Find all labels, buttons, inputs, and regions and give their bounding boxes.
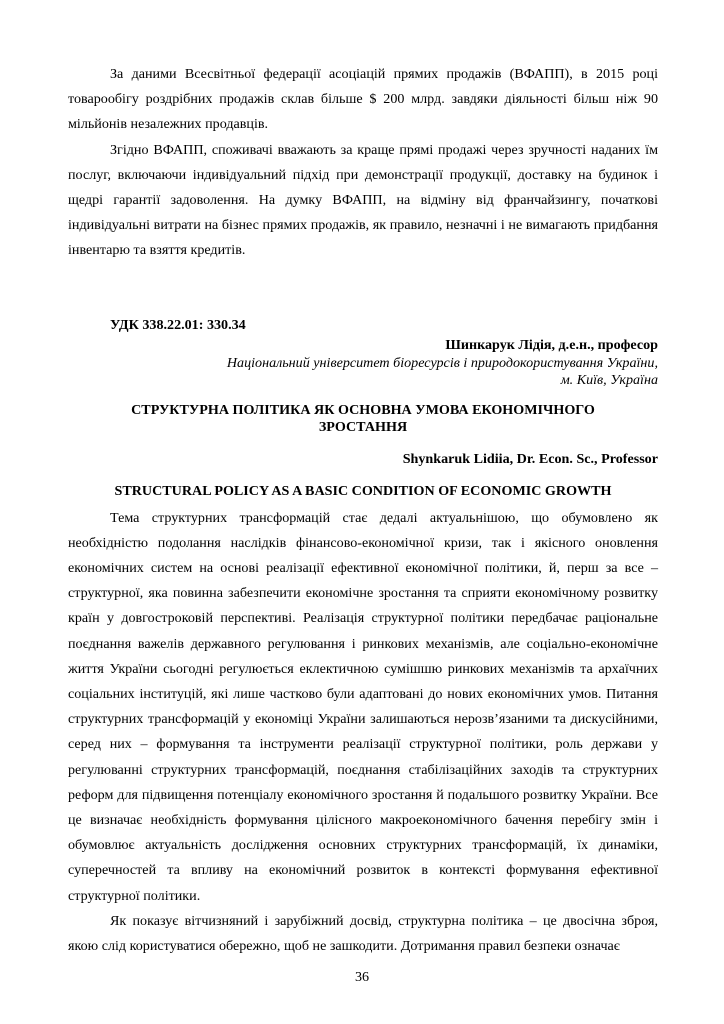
article-title-ua-line-1: СТРУКТУРНА ПОЛІТИКА ЯК ОСНОВНА УМОВА ЕКОНОМІЧНОГО [131,401,595,418]
affiliation-line-2: м. Київ, Україна [560,371,658,388]
author-en: Shynkaruk Lidiia, Dr. Econ. Sc., Professor [402,450,658,467]
article-title-ua-line-2: ЗРОСТАННЯ [318,418,408,435]
intro-paragraph-2: Згідно ВФАПП, споживачі вважають за краще прямі продажі через зручності наданих їм послуг, включаючи індивідуальний підхід при демонстрації продукції, доставку на будинок і щедрі гарантії задоволення. На думку ВФАПП, на відміну від франчайзингу, початкові індивідуальні витрати на бізнес прямих продажів, як правило, незначні і не вимагають придбання інвентарю та взяття кредитів. [68,141,658,259]
udk-code: УДК 338.22.01: 330.34 [110,316,246,333]
affiliation-line-1: Національний університет біоресурсів і природокористування України, [226,354,658,371]
article-title-ua [68,402,658,436]
page-number: 36 [354,969,370,985]
intro-paragraph-1: За даними Всесвітньої федерації асоціацій прямих продажів (ВФАПП), в 2015 році товарообігу роздрібних продажів склав більше $ 200 млрд. завдяки діяльності більш ніж 90 мільйонів незалежних продавців. [68,66,658,133]
document-page [68,62,658,959]
body-paragraph-2: Як показує вітчизняний і зарубіжний досвід, структурна політика – це двосічна зброя, якою слід користуватися обережно, щоб не зашкодити. Дотримання правил безпеки означає [68,912,658,955]
author-ua: Шинкарук Лідія, д.е.н., професор [445,336,658,353]
article-title-en: STRUCTURAL POLICY AS A BASIC CONDITION OF ECONOMIC GROWTH [114,482,612,499]
body-paragraph-1: Тема структурних трансформацій стає дедалі актуальнішою, що обумовлено як необхідністю подолання наслідків фінансово-економічної кризи, так і якісного оновлення економічних систем на основі реалізації ефективної економічної політики, й, перш за все – структурної, яка повинна забезпечити економічне зростання та сприяти економічному розвитку країн у довгостроковій перспективі. Реалізація структурної політики передбачає раціональне поєднання важелів державного регулювання і ринкових механізмів, але соціально-економічне життя України сьогодні регулюється еклектичною сумішшю ринкових механізмів та архаїчних соціальних інституцій, які лише частково були адаптовані до нових економічних умов. Питання структурних трансформацій у економіці України залишаються нерозв’язаними та дискусійними, серед них – формування та інструменти реалізації структурної політики, роль держави у регулюванні структурних трансформацій, поєднання стабілізаційних заходів та структурних реформ для підвищення потенціалу економічного зростання й подальшого розвитку України. Все це визначає необхідність формування цілісного макроекономічного бачення перебігу змін і обумовлює актуальність дослідження основних структурних трансформацій, їх динаміки, суперечностей та впливу на економічний розвиток в контексті формування ефективної структурної політики. [68,509,658,904]
